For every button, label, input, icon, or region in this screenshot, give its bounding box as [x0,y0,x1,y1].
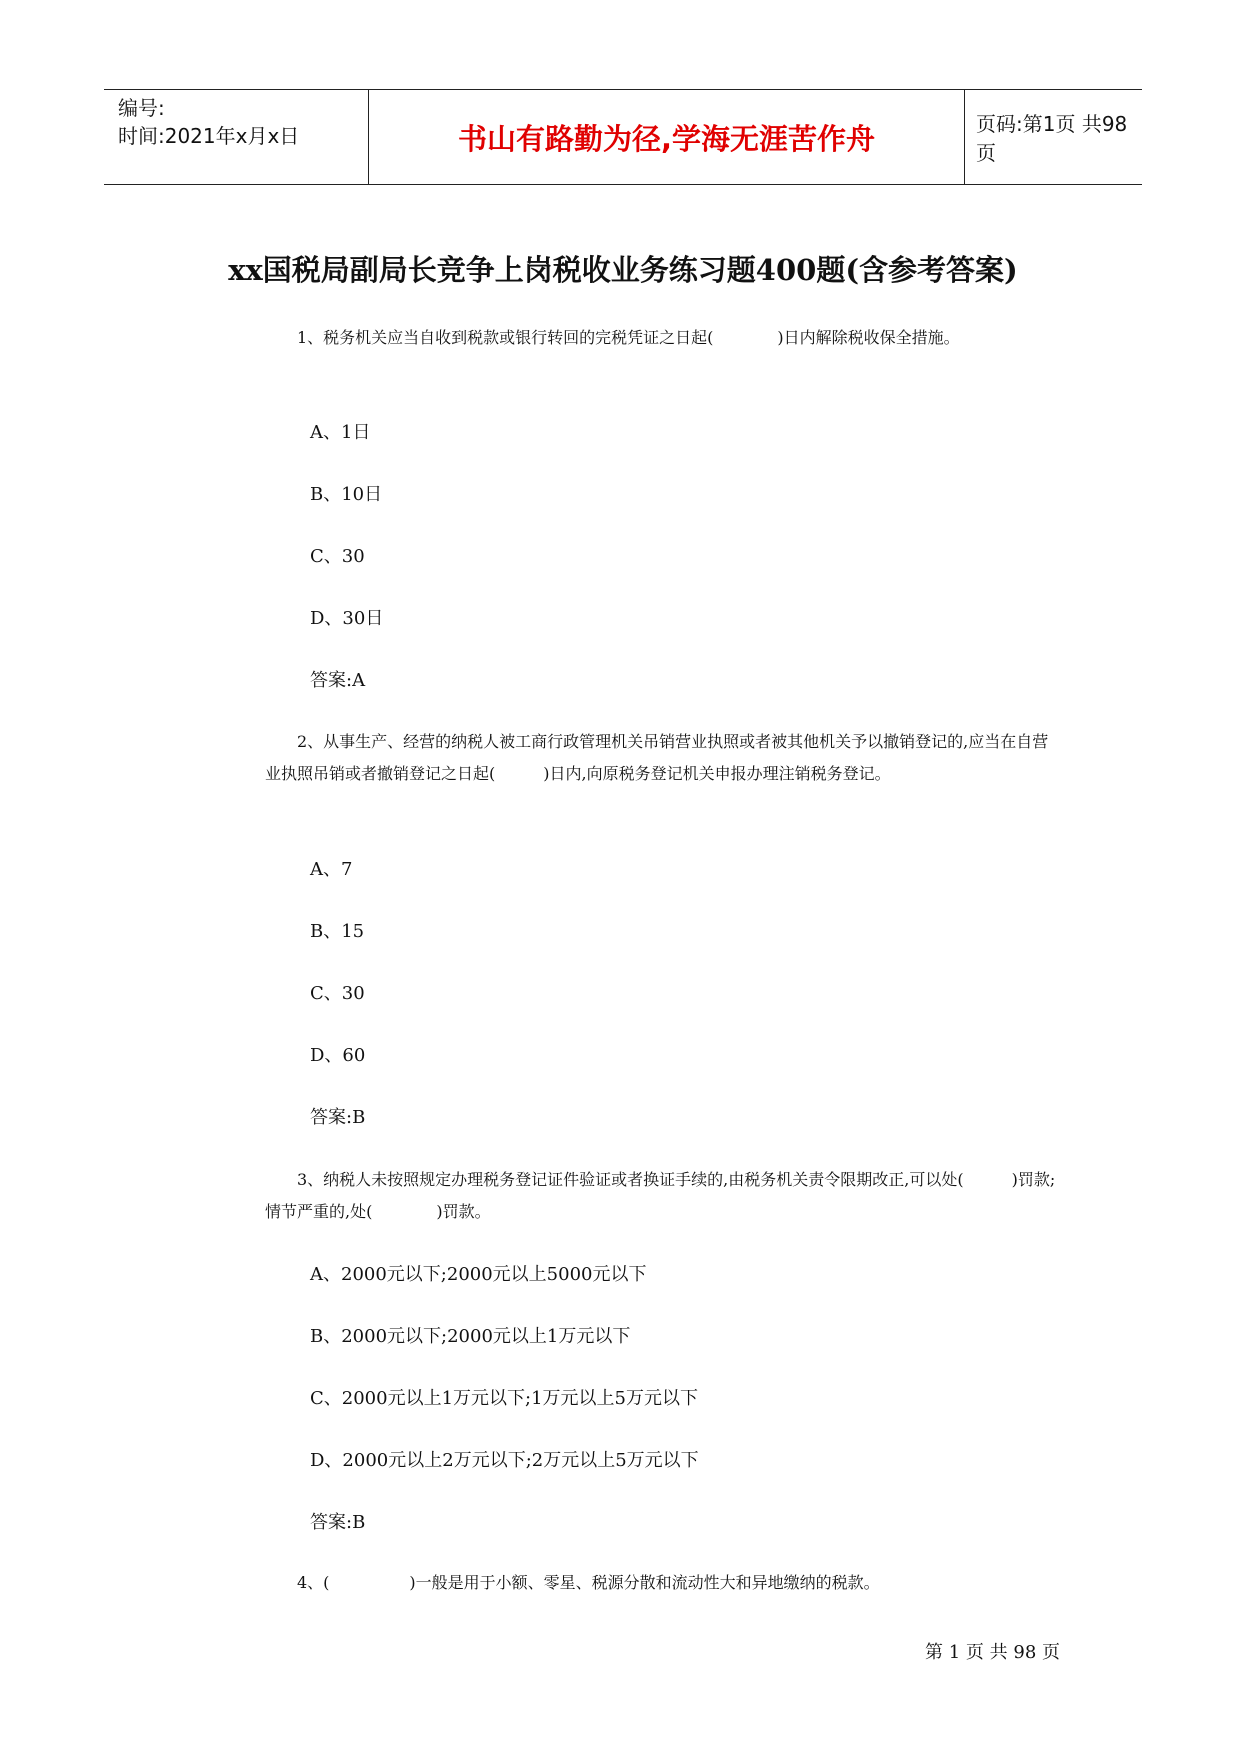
option-c: C、30 [310,546,365,567]
header-divider [964,90,965,184]
option-d: D、30日 [310,608,384,629]
page-footer: 第 1 页 共 98 页 [925,1642,1060,1663]
option-d: D、60 [310,1045,366,1066]
answer: 答案:A [310,670,366,691]
option-b: B、15 [310,921,365,942]
option-a: A、2000元以下;2000元以上5000元以下 [310,1264,647,1285]
header-motto: 书山有路勤为径,学海无涯苦作舟 [457,121,876,156]
question-text: 4、( )一般是用于小额、零星、税源分散和流动性大和异地缴纳的税款。 [297,1573,880,1592]
question-text: 2、从事生产、经营的纳税人被工商行政管理机关吊销营业执照或者被其他机关予以撤销登记的,应当在自营业执照吊销或者撤销登记之日起( )日内,向原税务登记机关申报办理注销税务登记。 [265,732,1049,783]
answer: 答案:B [310,1107,366,1128]
header-page-number: 页码:第1页 共98页 [976,112,1128,165]
option-b: B、2000元以下;2000元以上1万元以下 [310,1326,631,1347]
option-a: A、7 [310,859,353,880]
header-meta [118,94,368,150]
option-d: D、2000元以上2万元以下;2万元以上5万元以下 [310,1450,699,1471]
option-c: C、30 [310,983,365,1004]
time-label: 时间:2021年x月x日 [118,124,300,148]
number-label: 编号: [118,96,165,120]
question-text: 3、纳税人未按照规定办理税务登记证件验证或者换证手续的,由税务机关责令限期改正,可以处( )罚款;情节严重的,处( )罚款。 [265,1170,1056,1221]
question-text: 1、税务机关应当自收到税款或银行转回的完税凭证之日起( )日内解除税收保全措施。 [297,328,960,347]
option-b: B、10日 [310,484,383,505]
answer: 答案:B [310,1512,366,1533]
option-c: C、2000元以上1万元以下;1万元以上5万元以下 [310,1388,699,1409]
option-a: A、1日 [310,422,371,443]
document-title: xx国税局副局长竞争上岗税收业务练习题400题(含参考答案) [228,253,1018,287]
document-header [104,89,1142,185]
